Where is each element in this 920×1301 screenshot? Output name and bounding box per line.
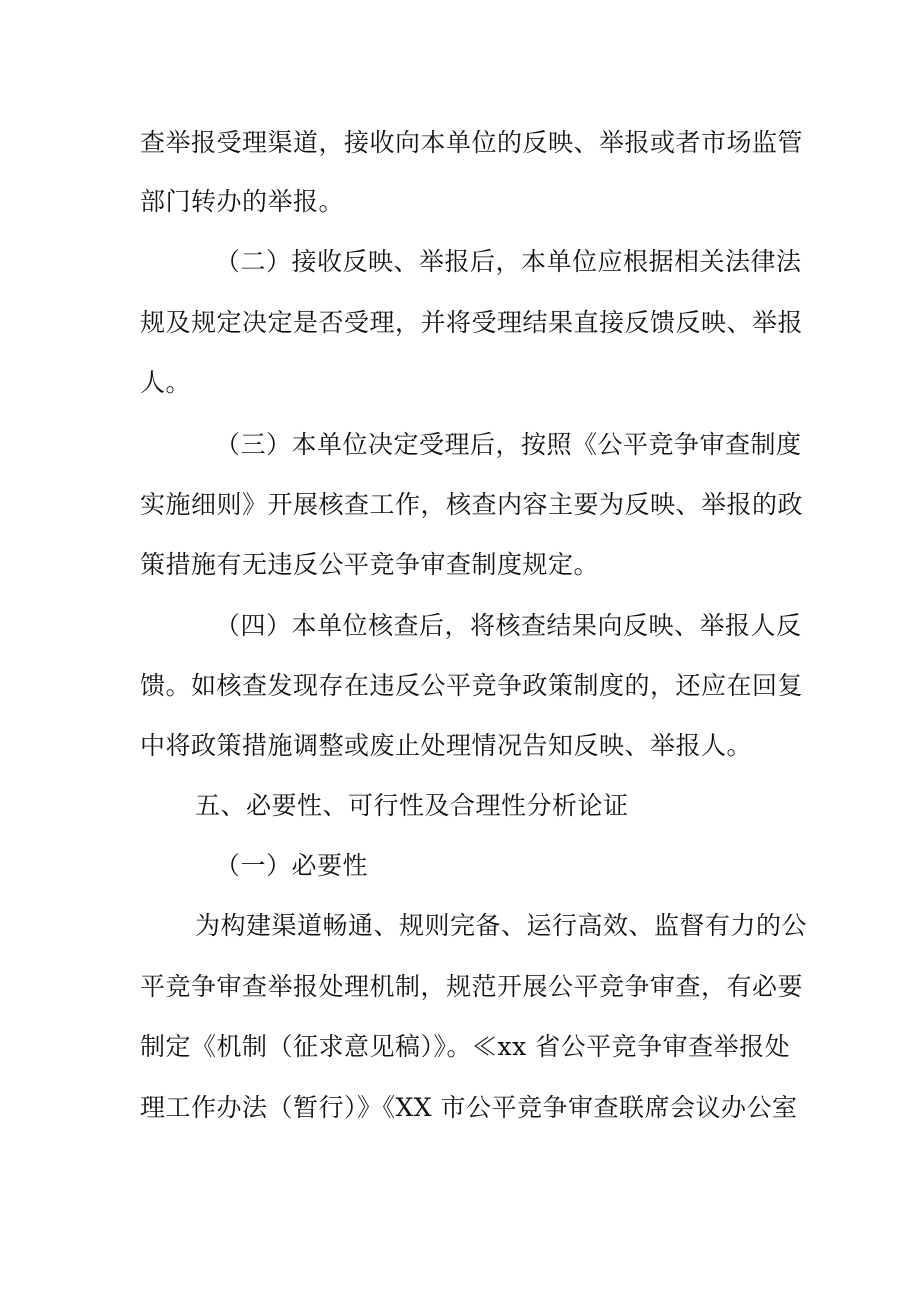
text-line: 中将政策措施调整或废止处理情况告知反映、举报人。	[140, 731, 753, 760]
subsection-heading: （一）必要性	[215, 851, 369, 880]
text-line: 规及规定决定是否受理，并将受理结果直接反馈反映、举报	[140, 308, 804, 337]
paragraph-3-start: （三）本单位决定受理后，按照《公平竞争审查制度	[215, 430, 802, 459]
text-line: 制定《机制（征求意见稿）》。≪xx 省公平竞争审查举报处	[140, 1032, 791, 1061]
text-line: 查举报受理渠道，接收向本单位的反映、举报或者市场监管	[140, 128, 804, 157]
text-line: 实施细则》开展核查工作，核查内容主要为反映、举报的政	[140, 490, 804, 519]
section-heading: 五、必要性、可行性及合理性分析论证	[195, 791, 629, 820]
text-line: 策措施有无违反公平竞争审查制度规定。	[140, 550, 600, 579]
text-line: 馈。如核查发现存在违反公平竞争政策制度的，还应在回复	[140, 671, 804, 700]
text-line: 平竞争审查举报处理机制，规范开展公平竞争审查，有必要	[140, 972, 804, 1001]
paragraph-5-start: 为构建渠道畅通、规则完备、运行高效、监督有力的公	[195, 911, 808, 940]
paragraph-2-start: （二）接收反映、举报后，本单位应根据相关法律法	[215, 247, 802, 276]
paragraph-4-start: （四）本单位核查后，将核查结果向反映、举报人反	[215, 611, 802, 640]
text-line: 人。	[140, 368, 192, 397]
text-line: 理工作办法（暂行）》《XX 市公平竞争审查联席会议办公室	[140, 1093, 798, 1122]
text-line: 部门转办的举报。	[140, 187, 345, 216]
